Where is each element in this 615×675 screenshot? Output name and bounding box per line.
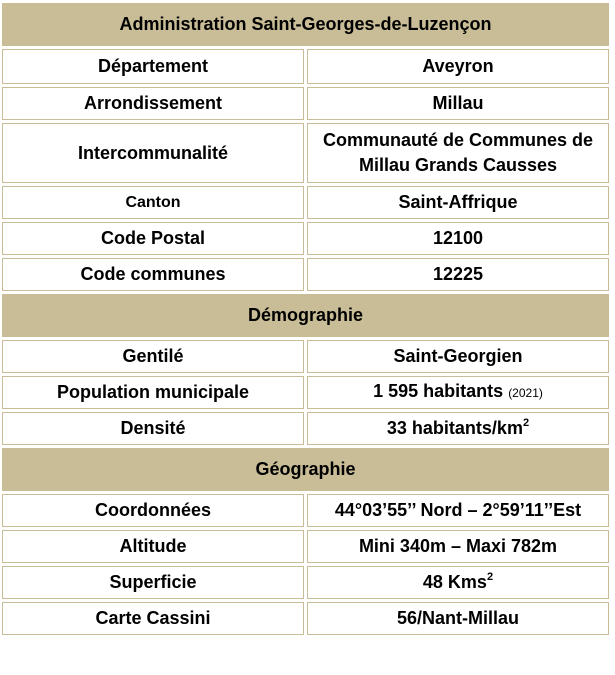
section-header-row [2,448,609,491]
row-label-population: Population municipale [2,376,304,409]
section-header-row [2,294,609,337]
row-value-gentile: Saint-Georgien [307,340,609,373]
section-title-administration: Administration Saint-Georges-de-Luzençon [2,3,609,46]
table-row [2,186,609,219]
table-row [2,494,609,527]
row-label-carte-cassini: Carte Cassini [2,602,304,635]
row-value-intercommunalite-line1: Communauté de Communes de [322,130,594,150]
densite-superscript: 2 [522,417,530,429]
table-row [2,340,609,373]
table-row [2,49,609,84]
row-value-code-communes: 12225 [307,258,609,291]
section-title-geographie: Géographie [2,448,609,491]
row-value-code-postal: 12100 [307,222,609,255]
superficie-value: 48 Kms [422,572,487,592]
row-value-superficie [307,566,609,599]
row-label-arrondissement: Arrondissement [2,87,304,120]
table-row [2,222,609,255]
row-label-canton: Canton [2,186,304,219]
table-row [2,258,609,291]
table-row [2,87,609,120]
section-title-demographie: Démographie [2,294,609,337]
row-value-altitude: Mini 340m – Maxi 782m [307,530,609,563]
row-value-carte-cassini: 56/Nant-Millau [307,602,609,635]
row-label-coordonnees: Coordonnées [2,494,304,527]
table-row [2,123,609,183]
superficie-superscript: 2 [486,571,494,583]
row-value-intercommunalite-line2: Millau Grands Causses [358,155,558,175]
row-label-intercommunalite: Intercommunalité [2,123,304,183]
row-value-coordonnees: 44°03’55’’ Nord – 2°59’11’’Est [307,494,609,527]
row-value-canton: Saint-Affrique [307,186,609,219]
row-label-superficie: Superficie [2,566,304,599]
population-value: 1 595 habitants [373,381,504,401]
densite-value: 33 habitants/km [386,418,523,438]
table-row [2,530,609,563]
section-header-row [2,3,609,46]
table-row [2,566,609,599]
row-label-gentile: Gentilé [2,340,304,373]
table-row [2,376,609,409]
row-value-arrondissement: Millau [307,87,609,120]
row-value-densite [307,412,609,445]
row-value-intercommunalite [307,123,609,183]
population-year-note: (2021) [508,386,543,400]
table-row [2,412,609,445]
row-label-densite: Densité [2,412,304,445]
row-value-population [307,376,609,409]
row-label-altitude: Altitude [2,530,304,563]
table-row [2,602,609,635]
row-label-code-communes: Code communes [2,258,304,291]
row-value-departement: Aveyron [307,49,609,84]
row-label-code-postal: Code Postal [2,222,304,255]
row-label-departement: Département [2,49,304,84]
